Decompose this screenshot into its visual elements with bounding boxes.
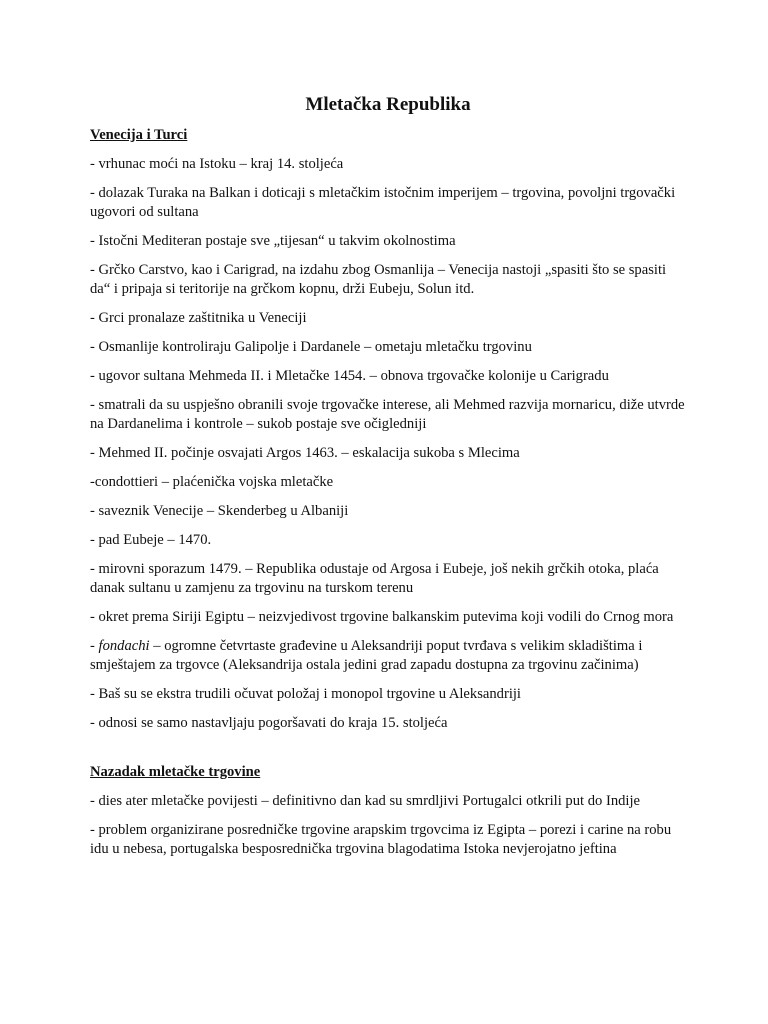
fondachi-definition: – ogromne četvrtaste građevine u Aleksandriji poput tvrđava s velikim skladištima i smještajem za trgovce (Aleksandrija ostala jedini grad zapadu dostupna za trgovinu začinima): [90, 638, 643, 673]
section-heading-venecija-i-turci: Venecija i Turci: [90, 127, 188, 143]
paragraph: - problem organizirane posredničke trgovine arapskim trgovcima iz Egipta – porezi i carine na robu idu u nebesa, portugalska besposrednička trgovina blagodatima Istoka nevjerojatno jeftina: [90, 822, 672, 857]
paragraph: - Grci pronalaze zaštitnika u Veneciji: [90, 310, 307, 326]
paragraph: - dolazak Turaka na Balkan i doticaji s mletačkim istočnim imperijem – trgovina, povoljni trgovački ugovori od sultana: [90, 185, 676, 220]
paragraph: - Baš su se ekstra trudili očuvat položaj i monopol trgovine u Aleksandriji: [90, 686, 521, 702]
paragraph: - Istočni Mediteran postaje sve „tijesan“ u takvim okolnostima: [90, 233, 456, 249]
paragraph: - Grčko Carstvo, kao i Carigrad, na izdahu zbog Osmanlija – Venecija nastoji „spasiti što se spasiti da“ i pripaja si teritorije na grčkom kopnu, drži Eubeju, Solun itd.: [90, 262, 667, 297]
paragraph: - odnosi se samo nastavljaju pogoršavati do kraja 15. stoljeća: [90, 715, 448, 731]
paragraph: - Mehmed II. počinje osvajati Argos 1463. – eskalacija sukoba s Mlecima: [90, 445, 520, 461]
paragraph-fondachi: [90, 637, 686, 675]
paragraph: - ugovor sultana Mehmeda II. i Mletačke 1454. – obnova trgovačke kolonije u Carigradu: [90, 368, 609, 384]
paragraph: - vrhunac moći na Istoku – kraj 14. stoljeća: [90, 156, 344, 172]
fondachi-prefix: -: [90, 638, 99, 654]
document-title: Mletačka Republika: [305, 94, 471, 115]
section-spacer: [90, 743, 686, 763]
paragraph: - pad Eubeje – 1470.: [90, 532, 212, 548]
paragraph: - okret prema Siriji Egiptu – neizvjedivost trgovine balkanskim putevima koji vodili do Crnog mora: [90, 609, 674, 625]
paragraph: - smatrali da su uspješno obranili svoje trgovačke interese, ali Mehmed razvija mornaricu, diže utvrde na Dardanelima i kontrole – sukob postaje sve očigledniji: [90, 397, 685, 432]
paragraph: - Osmanlije kontroliraju Galipolje i Dardanele – ometaju mletačku trgovinu: [90, 339, 532, 355]
fondachi-term: fondachi: [98, 638, 150, 654]
section-heading-nazadak-mletacke-trgovine: Nazadak mletačke trgovine: [90, 764, 261, 780]
paragraph: - saveznik Venecije – Skenderbeg u Albaniji: [90, 503, 349, 519]
paragraph: - mirovni sporazum 1479. – Republika odustaje od Argosa i Eubeje, još nekih grčkih otoka, plaća danak sultanu u zamjenu za trgovinu na turskom terenu: [90, 561, 659, 596]
paragraph: -condottieri – plaćenička vojska mletačke: [90, 474, 334, 490]
paragraph: - dies ater mletačke povijesti – definitivno dan kad su smrdljivi Portugalci otkrili put do Indije: [90, 793, 640, 809]
